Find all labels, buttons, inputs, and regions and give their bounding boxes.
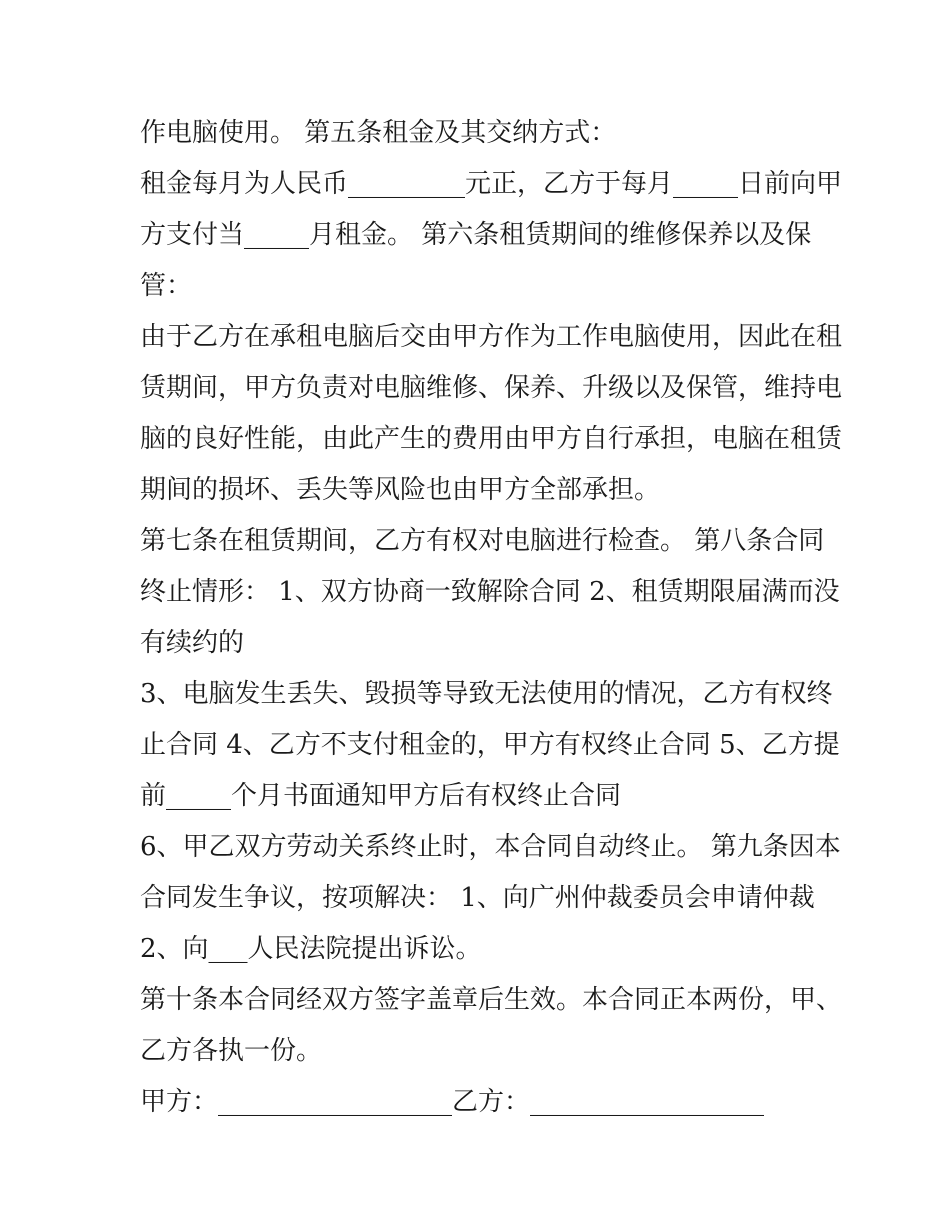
text-line: 作电脑使用。 第五条租金及其交纳方式： [140,118,617,148]
text-line: 期间的损坏、丢失等风险也由甲方全部承担。 [140,475,661,505]
text-line: 脑的良好性能，由此产生的费用由甲方自行承担，电脑在租赁 [140,424,843,454]
contract-body [140,108,843,1128]
text-line: 合同发生争议，按项解决： 1、向广州仲裁委员会申请仲裁 [140,883,815,913]
text-line: 乙方各执一份。 [140,1036,323,1066]
text-line: 止合同 4、乙方不支付租金的，甲方有权终止合同 5、乙方提 [140,730,840,760]
text-line: 租金每月为人民币_________元正，乙方于每月_____日前向甲 [140,169,843,199]
text-line: 管： [140,271,193,301]
text-line: 第十条本合同经双方签字盖章后生效。本合同正本两份，甲、 [140,985,843,1015]
text-line: 2、向___人民法院提出诉讼。 [140,934,482,964]
text-line: 前_____个月书面通知甲方后有权终止合同 [140,781,622,811]
text-line: 6、甲乙双方劳动关系终止时，本合同自动终止。 第九条因本 [140,832,841,862]
text-line: 有续约的 [140,628,245,658]
text-line: 方支付当_____月租金。 第六条租赁期间的维修保养以及保 [140,220,812,250]
text-line: 终止情形： 1、双方协商一致解除合同 2、租赁期限届满而没 [140,577,840,607]
signature-line: 甲方：__________________乙方：__________________ [140,1087,765,1117]
text-line: 赁期间，甲方负责对电脑维修、保养、升级以及保管，维持电 [140,373,843,403]
text-line: 3、电脑发生丢失、毁损等导致无法使用的情况，乙方有权终 [140,679,833,709]
text-line: 由于乙方在承租电脑后交由甲方作为工作电脑使用，因此在租 [140,322,843,352]
text-line: 第七条在租赁期间，乙方有权对电脑进行检查。 第八条合同 [140,526,825,556]
